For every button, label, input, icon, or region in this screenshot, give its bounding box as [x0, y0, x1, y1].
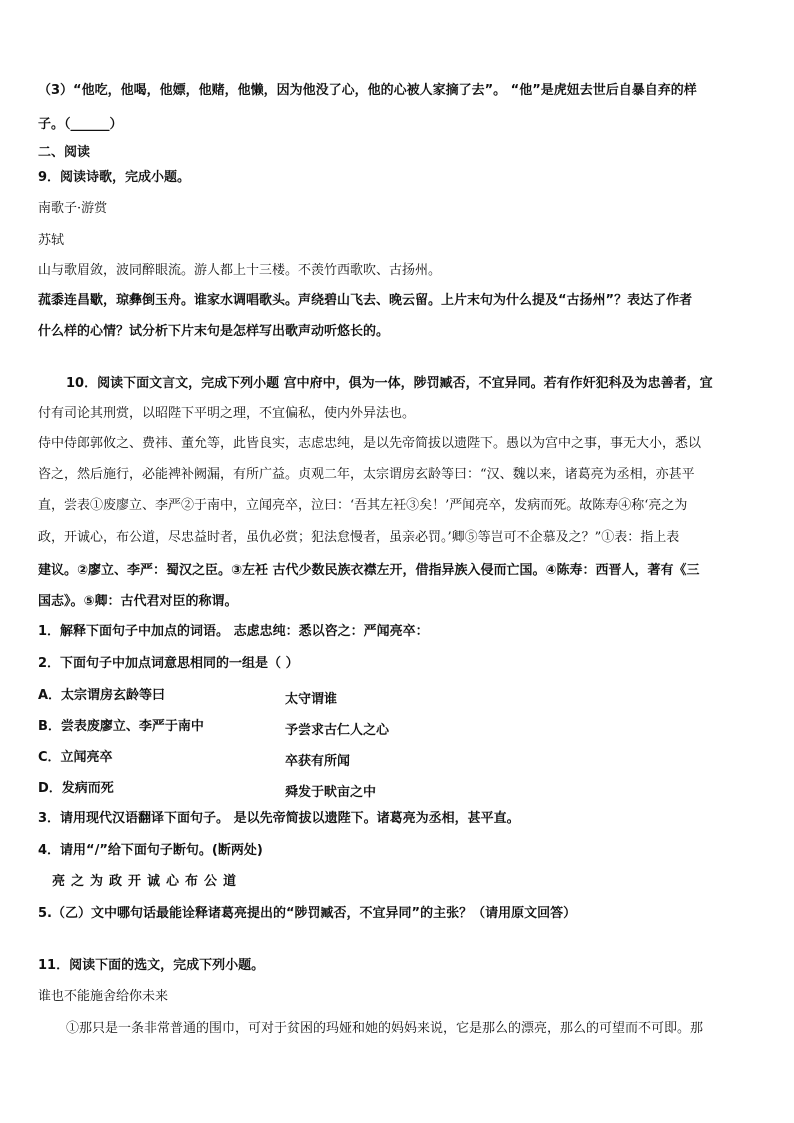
option-b-left: B．尝表废廖立、李严于南中 [38, 719, 204, 734]
q10-text-line4: 政，开诚心，布公道，尽忠益时者，虽仇必赏；犯法怠慢者，虽亲必罚。’卿⑤等岂可不企慕及之？”①表：指上表 [38, 530, 680, 545]
option-d-right: 舜发于畎亩之中 [285, 785, 377, 800]
q10-sub4: 4．请用“/”给下面句子断句。(断两处) [38, 843, 263, 858]
q10-intro-line2: 付有司论其刑赏，以昭陛下平明之理，不宜偏私，使内外异法也。 [38, 406, 416, 421]
q11-article-title: 谁也不能施舍给你未来 [38, 989, 169, 1004]
option-a-left: A．太宗谓房玄龄等曰 [38, 688, 166, 703]
option-b-right: 予尝求古仁人之心 [285, 723, 390, 738]
q9-question-line2: 什么样的心情？试分析下片末句是怎样写出歌声动听悠长的。 [38, 324, 390, 339]
option-c-right: 卒获有所闻 [285, 754, 351, 769]
option-b [38, 719, 204, 735]
q11-prompt: 11．阅读下面的选文，完成下列小题。 [38, 958, 265, 973]
q10-sub4-sentence: 亮之为政开诚心布公道 [52, 874, 243, 889]
q10-sub2: 2．下面句子中加点词意思相同的一组是（ ） [38, 656, 299, 671]
q11-paragraph-1: ①那只是一条非常普通的围巾，可对于贫困的玛娅和她的妈妈来说，它是那么的漂亮，那么的可望而不可即。那 [66, 1021, 704, 1036]
section-heading-reading: 二、阅读 [38, 145, 91, 160]
q10-note-line1: 建议。②廖立、李严：蜀汉之臣。③左衽 古代少数民族衣襟左开，借指异族入侵而亡国。④陈寿：西晋人，著有《三 [38, 563, 700, 578]
poem-stanza-1: 山与歌眉敛，波同醉眼流。游人都上十三楼。不羡竹西歌吹、古扬州。 [38, 263, 442, 278]
poem-stanza-2-and-question: 菰黍连昌歜，琼彝倒玉舟。谁家水调唱歌头。声绕碧山飞去、晚云留。上片末句为什么提及“古扬州”？表达了作者 [38, 293, 693, 308]
option-c [38, 750, 113, 766]
q10-sub3: 3．请用现代汉语翻译下面句子。 是以先帝简拔以遗陛下。诸葛亮为丞相，甚平直。 [38, 811, 520, 826]
q10-note-line2: 国志》。⑤卿：古代君对臣的称谓。 [38, 594, 238, 609]
q10-sub1: 1．解释下面句子中加点的词语。 志虑忠纯：悉以咨之：严闻亮卒： [38, 624, 429, 639]
q9-prompt: 9．阅读诗歌，完成小题。 [38, 170, 191, 185]
q10-intro-line1: 10．阅读下面文言文，完成下列小题 宫中府中，俱为一体，陟罚臧否，不宜异同。若有作奸犯科及为忠善者，宜 [66, 376, 713, 391]
option-d [38, 781, 114, 797]
poem-title: 南歌子·游赏 [38, 201, 108, 216]
q10-text-line1: 侍中侍郎郭攸之、费祎、董允等，此皆良实，志虑忠纯，是以先帝简拔以遗陛下。愚以为宫中之事，事无大小，悉以 [38, 436, 702, 451]
poem-author: 苏轼 [38, 233, 65, 248]
option-a-right: 太守谓谁 [285, 692, 338, 707]
q10-text-line3: 直，尝表①废廖立、李严②于南中，立闻亮卒，泣曰：‘吾其左衽③矣！’严闻亮卒，发病而死。故陈寿④称‘亮之为 [38, 498, 688, 513]
q8-3-line1: （3）“他吃，他喝，他嫖，他赌，他懒，因为他没了心，他的心被人家摘了去”。 “他”是虎妞去世后自暴自弃的样 [38, 83, 697, 98]
q10-text-line2: 咨之，然后施行，必能裨补阙漏，有所广益。贞观二年，太宗谓房玄龄等曰：“汉、魏以来，诸葛亮为丞相，亦甚平 [38, 467, 695, 482]
option-d-left: D．发病而死 [38, 781, 114, 796]
q8-3-line2: 子。（______） [38, 117, 123, 132]
q10-sub5: 5.（乙）文中哪句话最能诠释诸葛亮提出的“陟罚臧否，不宜异同”的主张？（请用原文回答） [38, 906, 577, 921]
option-c-left: C．立闻亮卒 [38, 750, 113, 765]
option-a [38, 688, 165, 704]
